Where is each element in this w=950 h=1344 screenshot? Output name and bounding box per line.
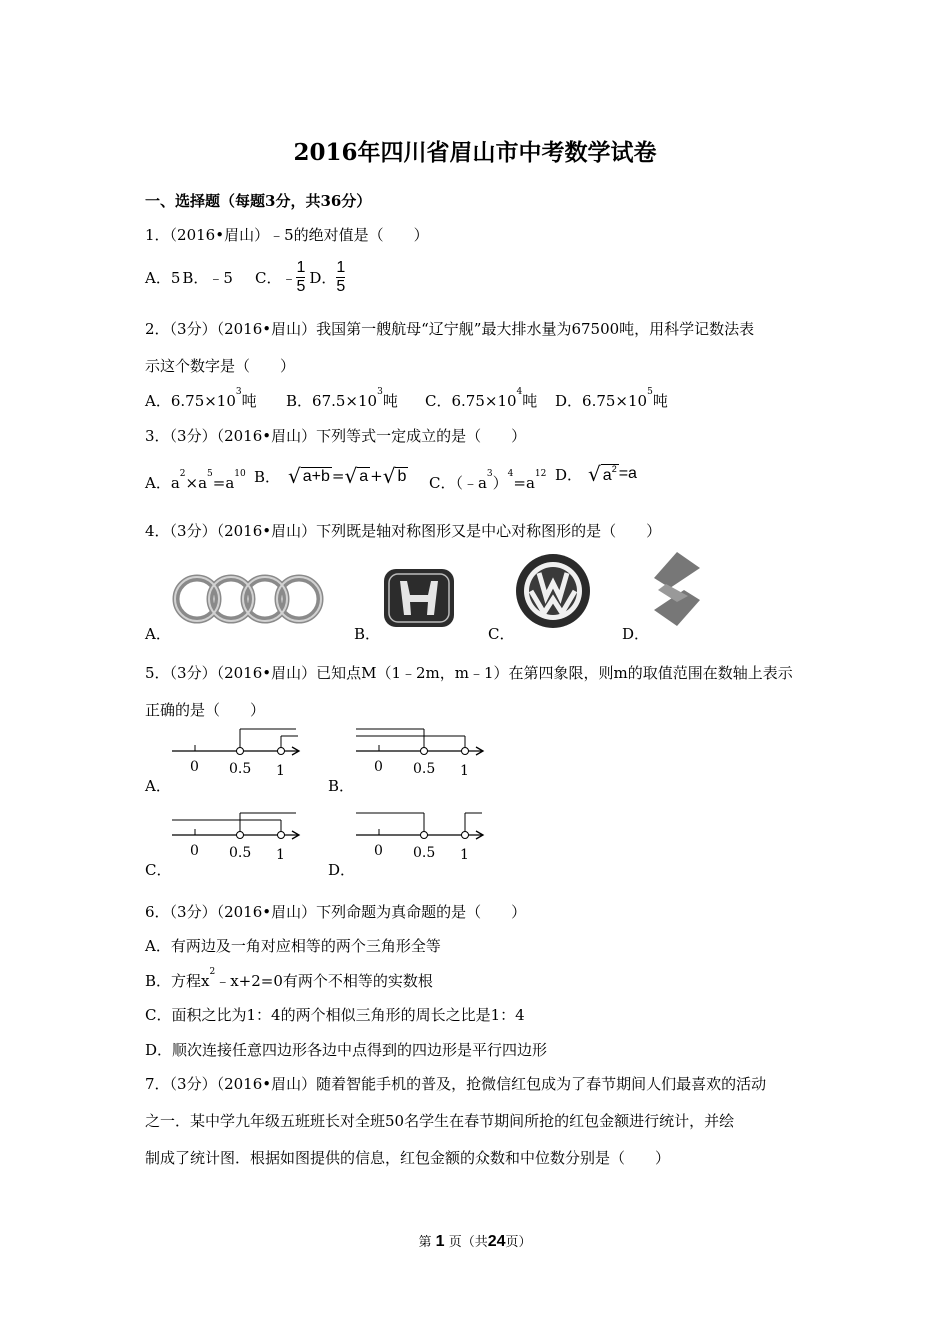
question-2-line-2: 示这个数字是（ ） [145, 357, 296, 375]
svg-text:1: 1 [276, 763, 285, 779]
fraction-numerator: 1 [296, 259, 306, 276]
q4-label-b: B． [354, 625, 381, 643]
q5-label-c: C． [145, 861, 172, 879]
number-line-c [168, 810, 308, 864]
svg-text:0: 0 [374, 759, 383, 775]
page-number: 1 [435, 1233, 445, 1250]
question-7-line-1: 7．（3分）（2016•眉山）随着智能手机的普及，抢微信红包成为了春节期间人们最喜欢的活动 [145, 1075, 767, 1093]
q3-option-d: D． √ $a^2$ =a [555, 462, 637, 486]
svg-text:0: 0 [374, 843, 383, 859]
q6-option-b: B．方程$x^2﹣x+2=0$有两个不相等的实数根 [145, 967, 433, 990]
number-line-b [352, 726, 492, 780]
q5-label-d: D． [328, 861, 356, 879]
svg-text:1: 1 [460, 763, 469, 779]
question-1-options [145, 259, 345, 296]
q2-option-b: B．$67.5\times 10^3$吨 [286, 387, 398, 410]
question-5-line-1: 5．（3分）（2016•眉山）已知点M（1﹣2m，m﹣1）在第四象限，则m的取值范围在数轴上表示 [145, 664, 793, 682]
section-heading: 一、选择题（每题3分，共36分） [145, 192, 372, 210]
honda-logo [382, 567, 456, 629]
svg-text:0.5: 0.5 [413, 761, 436, 777]
q3-option-b: B． √ a+b = √ a + √ b [254, 464, 407, 488]
question-5-line-2: 正确的是（ ） [145, 701, 266, 719]
number-line-d [352, 810, 492, 864]
question-7-line-3: 制成了统计图．根据如图提供的信息，红包金额的众数和中位数分别是（ ） [145, 1149, 671, 1167]
q5-label-a: A． [145, 777, 171, 795]
svg-text:1: 1 [460, 847, 469, 863]
audi-rings-logo [170, 572, 328, 626]
q3-option-a: A．$a^2\times a^5=a^{10}$ [145, 469, 246, 492]
svg-text:0.5: 0.5 [413, 845, 436, 861]
volkswagen-logo [515, 553, 591, 629]
q6-option-a: A．有两边及一角对应相等的两个三角形全等 [145, 937, 441, 955]
svg-text:0.5: 0.5 [229, 845, 252, 861]
q2-option-a: A．$6.75\times 10^3$吨 [145, 387, 257, 410]
page-footer: 第 1 页（共24页） [418, 1233, 532, 1250]
q1-option-b: B．﹣5 [182, 269, 233, 287]
q1-option-c: C．﹣ [254, 269, 297, 287]
q3-option-c: C．$(﹣a^3)^4=a^{12}$ [429, 469, 547, 492]
number-line-a [168, 726, 308, 780]
q4-label-a: A． [145, 625, 171, 643]
q2-option-c: C．$6.75\times 10^4$吨 [425, 387, 538, 410]
total-pages: 24 [487, 1233, 506, 1250]
q1-option-d: D． [309, 269, 337, 287]
q4-label-c: C． [488, 625, 515, 643]
fraction-numerator: 1 [336, 259, 346, 276]
suzuki-logo [648, 550, 706, 628]
fraction-denominator: 5 [296, 278, 306, 295]
q2-option-d: D．$6.75\times 10^5$吨 [555, 387, 668, 410]
q6-option-d: D．顺次连接任意四边形各边中点得到的四边形是平行四边形 [145, 1041, 548, 1059]
q6-option-c: C．面积之比为1：4的两个相似三角形的周长之比是1：4 [145, 1006, 525, 1024]
question-4-stem: 4．（3分）（2016•眉山）下列既是轴对称图形又是中心对称图形的是（ ） [145, 522, 662, 540]
q1-fraction-d [336, 259, 345, 296]
question-7-line-2: 之一．某中学九年级五班班长对全班50名学生在春节期间所抢的红包金额进行统计，并绘 [145, 1112, 735, 1130]
question-3-stem: 3．（3分）（2016•眉山）下列等式一定成立的是（ ） [145, 427, 527, 445]
svg-text:0: 0 [190, 759, 199, 775]
question-1-stem: 1．（2016•眉山）﹣5的绝对值是（ ） [145, 226, 429, 244]
question-6-stem: 6．（3分）（2016•眉山）下列命题为真命题的是（ ） [145, 903, 527, 921]
q1-fraction-c [296, 259, 305, 296]
page-title: 2016年四川省眉山市中考数学试卷 [293, 139, 657, 166]
q5-label-b: B． [328, 777, 355, 795]
svg-text:0.5: 0.5 [229, 761, 252, 777]
svg-text:0: 0 [190, 843, 199, 859]
fraction-denominator: 5 [336, 278, 346, 295]
question-2-line-1: 2．（3分）（2016•眉山）我国第一艘航母“辽宁舰”最大排水量为67500吨，用科学记数法表 [145, 320, 755, 338]
q1-option-a: A．5 [145, 269, 181, 287]
q4-label-d: D． [622, 625, 650, 643]
svg-text:1: 1 [276, 847, 285, 863]
